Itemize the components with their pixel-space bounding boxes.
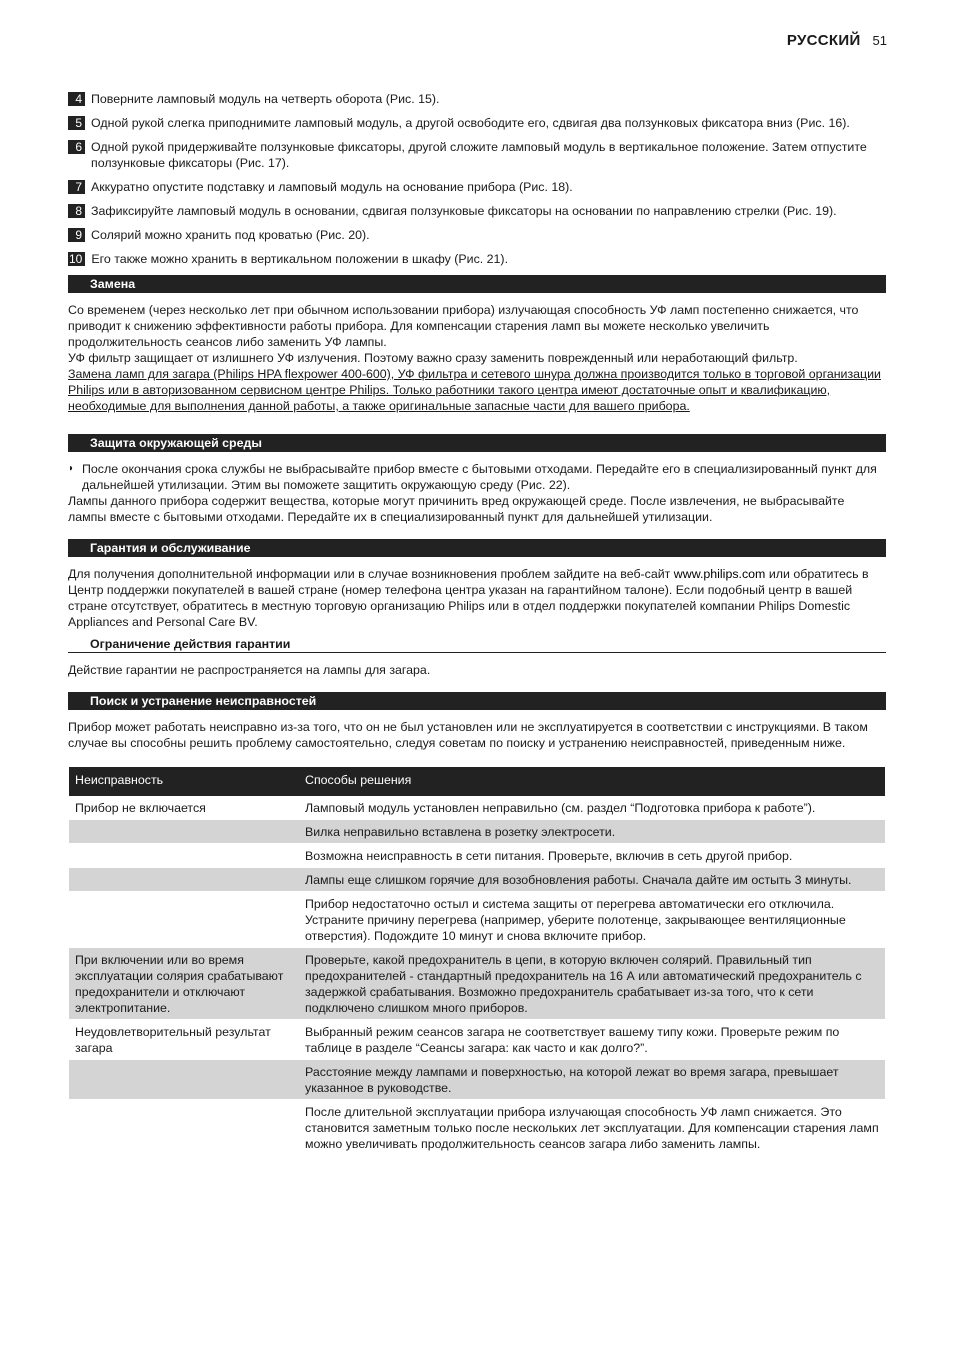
step-text: Аккуратно опустите подставку и ламповый модуль на основание прибора (Рис. 18). [91, 180, 573, 194]
solution-cell: Ламповый модуль установлен неправильно (см. раздел “Подготовка прибора к работе”). [299, 796, 885, 820]
step-4 [68, 91, 886, 107]
problem-cell [69, 868, 299, 892]
solution-cell: Вилка неправильно вставлена в розетку электросети. [299, 820, 885, 844]
page-content [68, 91, 886, 1156]
guarantee-text: Для получения дополнительной информации или в случае возникновения проблем зайдите на веб-сайт [68, 567, 674, 581]
section-heading-replacement: Замена [68, 275, 886, 293]
step-8 [68, 203, 886, 219]
column-header-solution: Способы решения [299, 767, 885, 796]
problem-cell: При включении или во время эксплуатации солярия срабатывают предохранители и отключают электропитание. [69, 948, 299, 1020]
guarantee-limit-paragraph: Действие гарантии не распространяется на лампы для загара. [68, 663, 431, 677]
table-row [69, 948, 885, 1020]
table-row [69, 844, 885, 868]
table-row [69, 868, 885, 892]
step-number: 8 [68, 204, 85, 218]
solution-cell: Проверьте, какой предохранитель в цепи, в которую включен солярий. Правильный тип предохранителей - стандартный предохранитель на 16 А или автоматический предохранитель с задержкой срабатывания. Возможно предохранитель срабатывает из-за того, что к сети подключено слишком много приборов. [299, 948, 885, 1020]
table-row [69, 820, 885, 844]
troubleshooting-table [69, 767, 885, 1156]
step-text: Солярий можно хранить под кроватью (Рис. 20). [91, 228, 370, 242]
step-7 [68, 179, 886, 195]
step-10 [68, 251, 886, 267]
problem-cell [69, 844, 299, 868]
step-text: Зафиксируйте ламповый модуль в основании, сдвигая ползунковые фиксаторы на основании по направлению стрелки (Рис. 19). [91, 204, 837, 218]
column-header-problem: Неисправность [69, 767, 299, 796]
step-text: Поверните ламповый модуль на четверть оборота (Рис. 15). [91, 92, 440, 106]
table-row [69, 1060, 885, 1100]
replacement-paragraph: УФ фильтр защищает от излишнего УФ излучения. Поэтому важно сразу заменить поврежденный или неработающий фильтр. [68, 351, 798, 365]
solution-cell: Лампы еще слишком горячие для возобновления работы. Сначала дайте им остыть 3 минуты. [299, 868, 885, 892]
problem-cell [69, 820, 299, 844]
language-label: РУССКИЙ [786, 32, 861, 49]
page-header [787, 33, 887, 49]
table-row [69, 1020, 885, 1060]
step-number: 10 [68, 252, 85, 266]
environment-bullet [68, 461, 886, 493]
step-number: 6 [68, 140, 85, 154]
step-9 [68, 227, 886, 243]
troubleshooting-intro: Прибор может работать неисправно из-за того, что он не был установлен или не эксплуатируется в соответствии с инструкциями. В таком случае вы способны решить проблему самостоятельно, следуя советам по поиску и устранению неисправностей, приведенным ниже. [68, 720, 868, 750]
step-number: 7 [68, 180, 85, 194]
replacement-warning: Замена ламп для загара (Philips HPA flexpower 400-600), УФ фильтра и сетевого шнура должна производится только в торговой организации Philips или в авторизованном сервисном центре Philips. Только работники такого центра имеют достаточные опыт и квалификацию, необходимые для выполнения данной работы, а также оригинальные запасные части для вашего прибора. [68, 367, 881, 413]
problem-cell: Прибор не включается [69, 796, 299, 820]
table-row [69, 892, 885, 948]
environment-paragraph: Лампы данного прибора содержит вещества, которые могут причинить вред окружающей среде. После извлечения, не выбрасывайте лампы вместе с бытовыми отходами. Передайте их в специализированный пункт для дальнейшей утилизации. [68, 494, 845, 524]
bullet-icon: ◗ [68, 463, 75, 474]
solution-cell: После длительной эксплуатации прибора излучающая способность УФ ламп снижается. Это становится заметным только после нескольких лет эксплуатации. Для компенсации старения ламп можно увеличивать продолжительность сеансов загара либо заменить лампы. [299, 1100, 885, 1156]
solution-cell: Возможна неисправность в сети питания. Проверьте, включив в сеть другой прибор. [299, 844, 885, 868]
guarantee-paragraph [68, 566, 886, 630]
step-number: 4 [68, 92, 85, 106]
table-row [69, 796, 885, 820]
step-text: Его также можно хранить в вертикальном положении в шкафу (Рис. 21). [91, 252, 509, 266]
table-header-row [69, 767, 885, 796]
philips-website-link[interactable]: www.philips.com [673, 567, 766, 581]
problem-cell [69, 892, 299, 948]
step-text: Одной рукой слегка приподнимите ламповый модуль, а другой освободите его, сдвигая два ползунковых фиксатора вниз (Рис. 16). [91, 116, 850, 130]
section-heading-guarantee: Гарантия и обслуживание [68, 539, 886, 557]
solution-cell: Расстояние между лампами и поверхностью, на которой лежат во время загара, превышает указанное в руководстве. [299, 1060, 885, 1100]
step-number: 5 [68, 116, 85, 130]
page-number: 51 [872, 33, 887, 48]
problem-cell [69, 1100, 299, 1156]
step-number: 9 [68, 228, 85, 242]
solution-cell: Выбранный режим сеансов загара не соответствует вашему типу кожи. Проверьте режим по таблице в разделе “Сеансы загара: как часто и как долго?”. [299, 1020, 885, 1060]
problem-cell: Неудовлетворительный результат загара [69, 1020, 299, 1060]
step-6 [68, 139, 886, 171]
table-row [69, 1100, 885, 1156]
subheading-guarantee-limits: Ограничение действия гарантии [68, 636, 886, 653]
solution-cell: Прибор недостаточно остыл и система защиты от перегрева автоматически его отключила. Устраните причину перегрева (например, уберите полотенце, закрывающее вентиляционные отверстия). Подождите 10 минут и снова включите прибор. [299, 892, 885, 948]
problem-cell [69, 1060, 299, 1100]
guarantee-text: или обратитесь в Центр поддержки покупателей в вашей стране (номер телефона центра указан на гарантийном талоне). Если подобный центр в вашей стране отсутствует, обратитесь в местную торговую организацию Philips или в отдел поддержки покупателей компании Philips Domestic Appliances and Personal Care BV. [68, 567, 869, 629]
step-5 [68, 115, 886, 131]
environment-bullet-text: После окончания срока службы не выбрасывайте прибор вместе с бытовыми отходами. Передайте его в специализированный пункт для дальнейшей утилизации. Этим вы поможете защитить окружающую среду (Рис. 22). [82, 462, 877, 492]
replacement-paragraph: Со временем (через несколько лет при обычном использовании прибора) излучающая способность УФ ламп постепенно снижается, что приводит к снижению эффективности работы прибора. Для компенсации старения ламп вы можете несколько увеличить продолжительность сеансов либо заменить УФ лампы. [68, 303, 859, 349]
section-heading-environment: Защита окружающей среды [68, 434, 886, 452]
section-heading-troubleshooting: Поиск и устранение неисправностей [68, 692, 886, 710]
step-text: Одной рукой придерживайте ползунковые фиксаторы, другой сложите ламповый модуль в вертикальное положение. Затем отпустите ползунковые фиксаторы (Рис. 17). [91, 140, 867, 170]
